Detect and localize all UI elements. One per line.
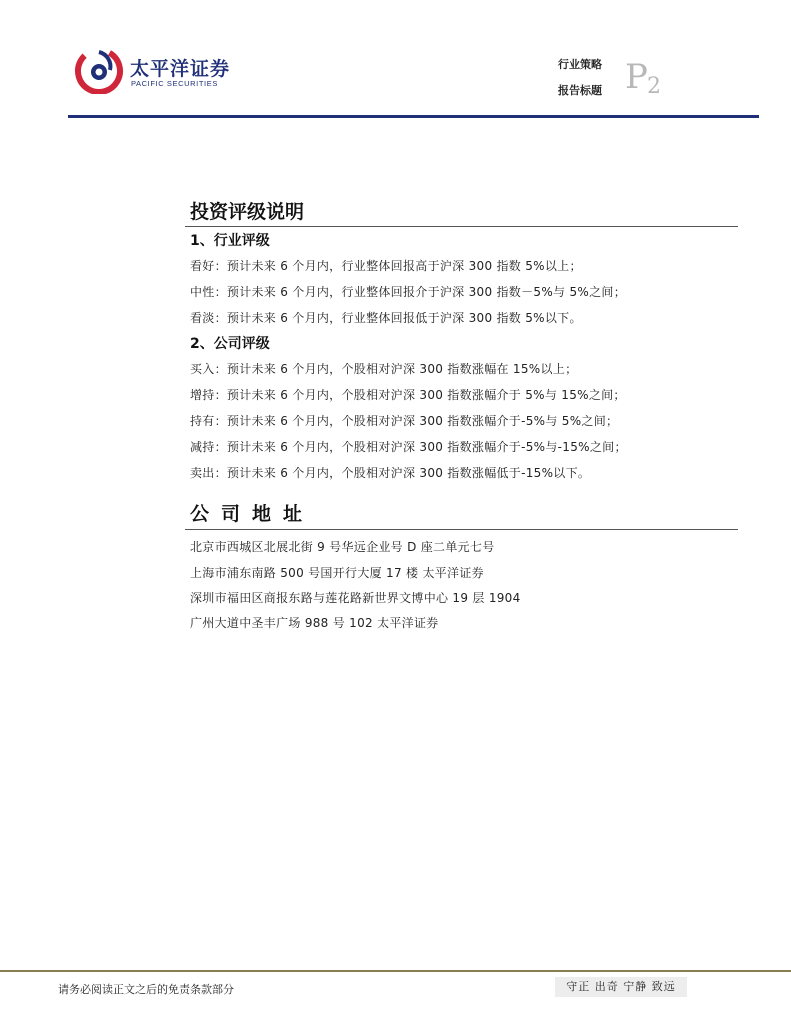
company-rating-line: 减持：预计未来 6 个月内，个股相对沪深 300 指数涨幅介于-5%与-15%之间； (190, 440, 627, 454)
page-letter: P (625, 57, 648, 97)
address-line: 深圳市福田区商报东路与莲花路新世界文博中心 19 层 1904 (190, 591, 521, 605)
report-title-label: 报告标题 (558, 84, 602, 97)
industry-rating-line: 看好：预计未来 6 个月内，行业整体回报高于沪深 300 指数 5%以上； (190, 259, 582, 273)
address-line: 上海市浦东南路 500 号国开行大厦 17 楼 太平洋证券 (190, 566, 484, 580)
logo-chinese-name: 太平洋证券 (130, 58, 231, 80)
rating-section-title: 投资评级说明 (190, 201, 305, 223)
header-divider (68, 115, 759, 118)
industry-rating-line: 中性：预计未来 6 个月内，行业整体回报介于沪深 300 指数－5%与 5%之间； (190, 285, 626, 299)
footer-motto: 守正 出奇 宁静 致远 (555, 977, 687, 997)
company-rating-line: 增持：预计未来 6 个月内，个股相对沪深 300 指数涨幅介于 5%与 15%之间； (190, 388, 626, 402)
address-line: 北京市西城区北展北街 9 号华远企业号 D 座二单元七号 (190, 540, 495, 554)
company-rating-line: 持有：预计未来 6 个月内，个股相对沪深 300 指数涨幅介于-5%与 5%之间； (190, 414, 619, 428)
company-rating-line: 买入：预计未来 6 个月内，个股相对沪深 300 指数涨幅在 15%以上； (190, 362, 578, 376)
company-rating-line: 卖出：预计未来 6 个月内，个股相对沪深 300 指数涨幅低于-15%以下。 (190, 466, 591, 480)
company-logo (74, 44, 234, 94)
pacific-securities-logo-icon (74, 44, 124, 94)
address-section-divider (185, 529, 738, 530)
rating-section-divider (185, 226, 738, 227)
industry-rating-line: 看淡：预计未来 6 个月内，行业整体回报低于沪深 300 指数 5%以下。 (190, 311, 582, 325)
footer-divider (0, 970, 791, 972)
logo-english-name: PACIFIC SECURITIES (131, 79, 218, 88)
report-category: 行业策略 (558, 58, 602, 71)
footer-disclaimer: 请务必阅读正文之后的免责条款部分 (58, 983, 234, 996)
address-line: 广州大道中圣丰广场 988 号 102 太平洋证券 (190, 616, 439, 630)
industry-rating-heading: 1、行业评级 (190, 233, 270, 249)
page-number: 2 (647, 74, 661, 99)
company-rating-heading: 2、公司评级 (190, 336, 270, 352)
address-section-title: 公司地址 (190, 503, 315, 525)
